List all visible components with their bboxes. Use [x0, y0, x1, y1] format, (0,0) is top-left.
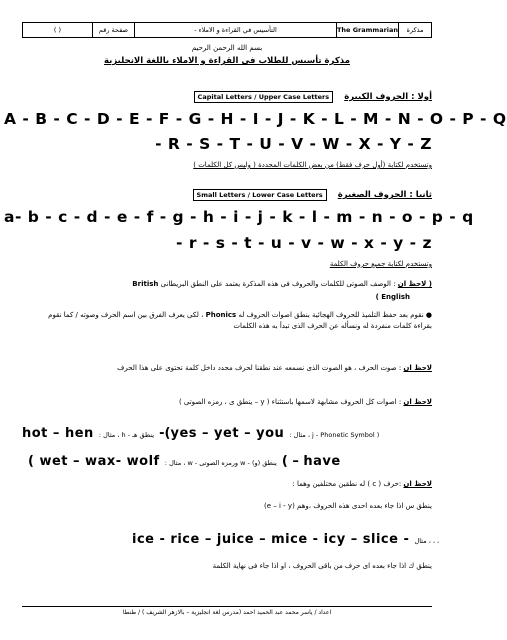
basmala: بسم الله الرحمن الرحيم — [191, 44, 263, 52]
small-usage-note: وتستخدم لكتابة جميع حروف الكلمة — [329, 260, 432, 268]
section2-heading: ثانيا : الحروف الصغيرة — [337, 190, 432, 200]
small-letters-line2: - r - s - t - u - v - w - x - y - z — [176, 234, 432, 252]
section2-heading-row — [22, 182, 432, 201]
example2-have: ( – have — [281, 454, 341, 469]
example-c-words — [132, 528, 440, 547]
book-name: The Grammarian — [337, 23, 399, 37]
bullet-text-a: نقوم بعد حفظ التلميذ للحروف الهجائية بنطق اصوات الحروف له — [238, 311, 424, 319]
note4-label: لاحظ ان — [403, 480, 432, 488]
bullet-phonics: Phonics — [205, 311, 237, 319]
page-header — [22, 22, 432, 38]
capital-letters-line2: - R - S - T - U - V - W - X - Y - Z — [155, 135, 432, 153]
example1-words-h: hot – hen — [22, 426, 94, 441]
small-letters-line1: a- b - c - d - e - f - g - h - i - j - k - l - m - n - o - p - q — [4, 208, 474, 226]
example1-mid: : مثال ، h - ينطق هـ — [98, 431, 155, 439]
note2-label: لاحظ ان — [403, 364, 432, 372]
bullet-dot: ● — [423, 311, 432, 319]
page-label: صفحة رقم — [93, 23, 135, 37]
example1-tail: : مثال ، j - Phonetic Symbol ) — [289, 431, 380, 439]
example1-words-y: -(yes – yet – you — [159, 426, 285, 441]
note4-text: :حرف ( c ) له نطقين مختلفين وهما : — [292, 480, 402, 488]
note-letter-sound — [22, 362, 432, 375]
page — [4, 22, 507, 622]
note3-text: : اصوات كل الحروف مشابهة لاسمها باستثناء ( y – ينطق ى ، رمزه الصوتى ) — [178, 398, 402, 406]
capital-usage-note: وتستخدم لكتابة (أول حرف فقط) من بعض الكلمات المحددة ( وليس كل الكلمات ) — [193, 161, 432, 169]
capital-letters-line1: A - B - C - D - E - F - G - H - I - J - K - L - M - N - O - P - Q — [4, 110, 507, 128]
note2-text: : صوت الحرف ، هو الصوت الذى نسمعه عند نطقنا لحرف محدد داخل كلمة تحتوى على هذا الحرف — [117, 364, 402, 372]
note1-british: British — [132, 280, 159, 288]
memo-label: مذكرة — [406, 26, 424, 34]
note1-text: : الوصف الصوتى للكلمات والحروف فى هذه المذكرة يعتمد على النطق البريطانى — [160, 280, 396, 288]
small-letters-box: Small Letters / Lower Case Letters — [193, 189, 327, 201]
capital-letters-box: Capital Letters / Upper Case Letters — [194, 91, 334, 103]
page-footer: اعداد / ياسر محمد عبد الحميد احمد (مدرس لغة انجليزية – بالازهر الشريف ) / طنطا — [22, 606, 432, 616]
section1-heading-row — [22, 84, 432, 103]
example3-words: ice - rice – juice – mice - icy – slice - — [132, 532, 410, 547]
example-h-y — [22, 422, 432, 441]
note-letter-c — [22, 480, 432, 488]
note-c-soft-rule: ينطق س اذا جاء بعده احدى هذه الحروف ،وهم (e – i - y) — [264, 502, 432, 510]
subject: - التأسيس في القراءة و الاملاء — [135, 23, 337, 37]
note-exceptions — [22, 398, 432, 406]
note-british — [22, 278, 432, 304]
example3-tail: مثال ، ، ، — [414, 537, 440, 545]
bullet-text-b: ، لكى يعرف الفرق بين اسم الحرف وصوته / كما نقوم بقراءة كلمات منفردة له ونسأله عن الحرف الذى تبدأ به هذه الكلمات — [48, 311, 432, 330]
example2-words-w: ( wet – wax- wolf — [28, 454, 160, 469]
example-w — [28, 450, 432, 469]
phonics-bullet — [32, 310, 432, 332]
section1-heading: أولا : الحروف الكبيرة — [344, 92, 432, 102]
note1-label: ( لاحظ ان — [397, 280, 432, 288]
note1-english: English ) — [375, 293, 410, 301]
page-number: ( ) — [23, 23, 93, 37]
page-title: مذكرة تأسيس للطلاب فى القراءة و الاملاء باللغة الانجليزية — [104, 56, 350, 66]
example2-mid: : مثال ، w - ورمزه الصوتى w - ينطق (و) — [164, 459, 277, 467]
note-c-hard-rule: ينطق ك اذا جاء بعده اى حرف من باقى الحروف ، او اذا جاء فى نهاية الكلمة — [212, 562, 432, 570]
note3-label: لاحظ ان — [403, 398, 432, 406]
